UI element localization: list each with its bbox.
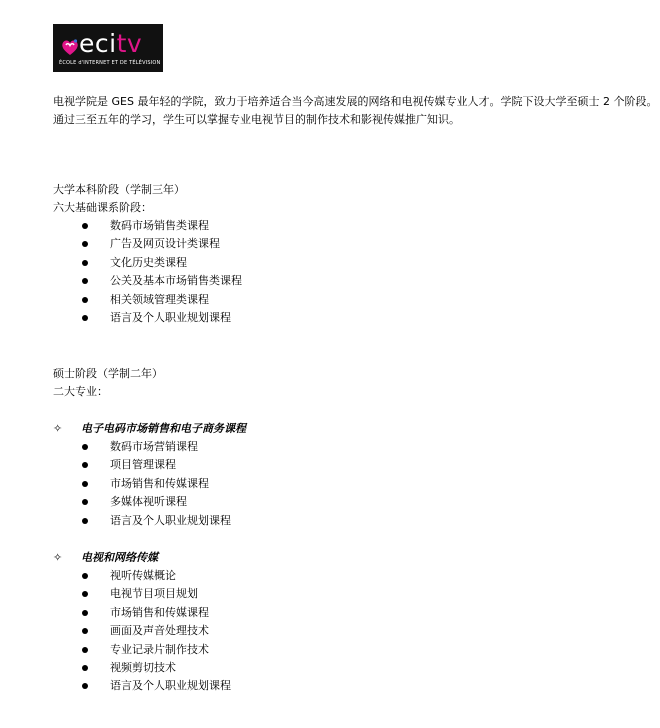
ecitv-logo	[53, 24, 163, 72]
bullet-icon	[82, 628, 88, 634]
bullet-icon	[82, 297, 88, 303]
heart-swirl-icon	[59, 36, 81, 58]
bullet-icon	[82, 278, 88, 284]
intro-paragraph	[53, 93, 658, 129]
bullet-icon	[82, 315, 88, 321]
logo-wordmark: ecitv	[79, 29, 143, 58]
bullet-icon	[82, 241, 88, 247]
list-item: 视频剪切技术	[53, 659, 633, 677]
bullet-icon	[82, 518, 88, 524]
list-item: 市场销售和传媒课程	[53, 475, 633, 493]
list-item: 数码市场销售类课程	[53, 217, 633, 235]
major-ecommerce	[53, 420, 633, 530]
bullet-icon	[82, 573, 88, 579]
bullet-icon	[82, 260, 88, 266]
intro-line-2: 通过三至五年的学习，学生可以掌握专业电视节目的制作技术和影视传媒推广知识。	[53, 113, 460, 126]
bullet-icon	[82, 499, 88, 505]
bullet-icon	[82, 591, 88, 597]
list-item: 专业记录片制作技术	[53, 641, 633, 659]
bachelor-section	[53, 181, 633, 327]
logo-tagline: ÉCOLE d'INTERNET ET DE TÉLÉVISION	[59, 60, 161, 66]
bachelor-course-list	[53, 217, 633, 327]
major-course-list	[53, 567, 633, 696]
master-section	[53, 365, 633, 401]
diamond-bullet-icon: ✧	[53, 551, 63, 564]
list-item: 语言及个人职业规划课程	[53, 677, 633, 695]
list-item: 画面及声音处理技术	[53, 622, 633, 640]
list-item: 电视节目项目规划	[53, 585, 633, 603]
bullet-icon	[82, 665, 88, 671]
diamond-bullet-icon: ✧	[53, 422, 63, 435]
bullet-icon	[82, 481, 88, 487]
list-item: 数码市场营销课程	[53, 438, 633, 456]
list-item: 广告及网页设计类课程	[53, 235, 633, 253]
bullet-icon	[82, 444, 88, 450]
list-item: 项目管理课程	[53, 456, 633, 474]
list-item: 公关及基本市场销售类课程	[53, 272, 633, 290]
list-item: 语言及个人职业规划课程	[53, 512, 633, 530]
major-tv-media	[53, 549, 633, 696]
major-title: ✧ 电子电码市场销售和电子商务课程	[53, 420, 633, 438]
bullet-icon	[82, 223, 88, 229]
bachelor-title: 大学本科阶段（学制三年）	[53, 183, 185, 196]
master-title: 硕士阶段（学制二年）	[53, 367, 163, 380]
bachelor-subtitle: 六大基础课系阶段：	[53, 201, 152, 214]
bullet-icon	[82, 683, 88, 689]
major-title: ✧ 电视和网络传媒	[53, 549, 633, 567]
list-item: 市场销售和传媒课程	[53, 604, 633, 622]
bullet-icon	[82, 647, 88, 653]
list-item: 视听传媒概论	[53, 567, 633, 585]
bullet-icon	[82, 610, 88, 616]
list-item: 相关领域管理类课程	[53, 291, 633, 309]
list-item: 文化历史类课程	[53, 254, 633, 272]
list-item: 多媒体视听课程	[53, 493, 633, 511]
major-course-list	[53, 438, 633, 530]
list-item: 语言及个人职业规划课程	[53, 309, 633, 327]
intro-line-1: 电视学院是 GES 最年轻的学院，致力于培养适合当今高速发展的网络和电视传媒专业人才。学院下设大学至硕士 2 个阶段。	[53, 95, 658, 108]
master-subtitle: 二大专业：	[53, 385, 108, 398]
bullet-icon	[82, 462, 88, 468]
